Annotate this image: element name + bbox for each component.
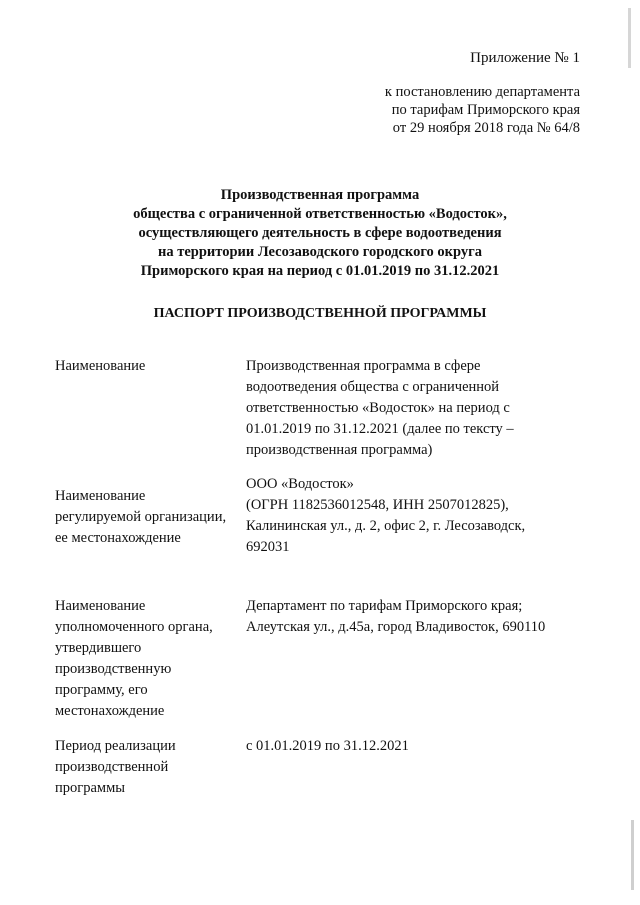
value-line: Калининская ул., д. 2, офис 2, г. Лесозаводск, — [246, 518, 526, 534]
label-line: уполномоченного органа, — [55, 619, 213, 635]
value-line: 01.01.2019 по 31.12.2021 (далее по тексту – — [246, 421, 514, 437]
value-line: ООО «Водосток» — [246, 476, 354, 492]
value-line: с 01.01.2019 по 31.12.2021 — [246, 738, 409, 754]
value-line: Алеутская ул., д.45а, город Владивосток, 690110 — [246, 619, 546, 635]
label-line: Наименование — [55, 488, 146, 504]
value-line: Производственная программа в сфере — [246, 358, 481, 374]
row-label-organization — [55, 486, 245, 549]
title-line: Приморского края на период с 01.01.2019 по 31.12.2021 — [140, 263, 500, 279]
scan-edge-artifact — [631, 820, 634, 890]
annex-title: Приложение № 1 — [470, 50, 580, 66]
row-value-period — [246, 736, 581, 757]
row-label-authority — [55, 596, 245, 722]
document-title — [60, 186, 580, 281]
label-line: производственной — [55, 759, 169, 775]
row-label-period — [55, 736, 245, 799]
label-line: местонахождение — [55, 703, 165, 719]
value-line: Департамент по тарифам Приморского края; — [246, 598, 523, 614]
value-line: производственная программа) — [246, 442, 433, 458]
annex-ref-line: от 29 ноября 2018 года № 64/8 — [392, 120, 580, 136]
label-line: Наименование — [55, 598, 146, 614]
value-line: водоотведения общества с ограниченной — [246, 379, 500, 395]
label-line: программу, его — [55, 682, 148, 698]
row-value-authority — [246, 596, 581, 638]
row-value-name — [246, 356, 581, 461]
annex-ref-line: по тарифам Приморского края — [391, 102, 580, 118]
label-line: ее местонахождение — [55, 530, 181, 546]
value-line: (ОГРН 1182536012548, ИНН 2507012825), — [246, 497, 509, 513]
title-line: Производственная программа — [220, 187, 420, 203]
label-line: Наименование — [55, 358, 146, 374]
label-line: Период реализации — [55, 738, 176, 754]
scan-edge-artifact — [628, 8, 631, 68]
title-line: общества с ограниченной ответственностью «Водосток», — [133, 206, 507, 222]
title-line: осуществляющего деятельность в сфере водоотведения — [138, 225, 502, 241]
annex-ref-line: к постановлению департамента — [384, 84, 580, 100]
value-line: 692031 — [246, 539, 290, 555]
label-line: утвердившего — [55, 640, 142, 656]
label-line: производственную — [55, 661, 172, 677]
row-value-organization — [246, 474, 581, 558]
title-line: на территории Лесозаводского городского округа — [158, 244, 482, 260]
row-label-name — [55, 356, 245, 377]
annex-reference — [330, 83, 580, 137]
label-line: регулируемой организации, — [55, 509, 227, 525]
label-line: программы — [55, 780, 125, 796]
value-line: ответственностью «Водосток» на период с — [246, 400, 510, 416]
passport-heading: ПАСПОРТ ПРОИЗВОДСТВЕННОЙ ПРОГРАММЫ — [153, 306, 487, 321]
